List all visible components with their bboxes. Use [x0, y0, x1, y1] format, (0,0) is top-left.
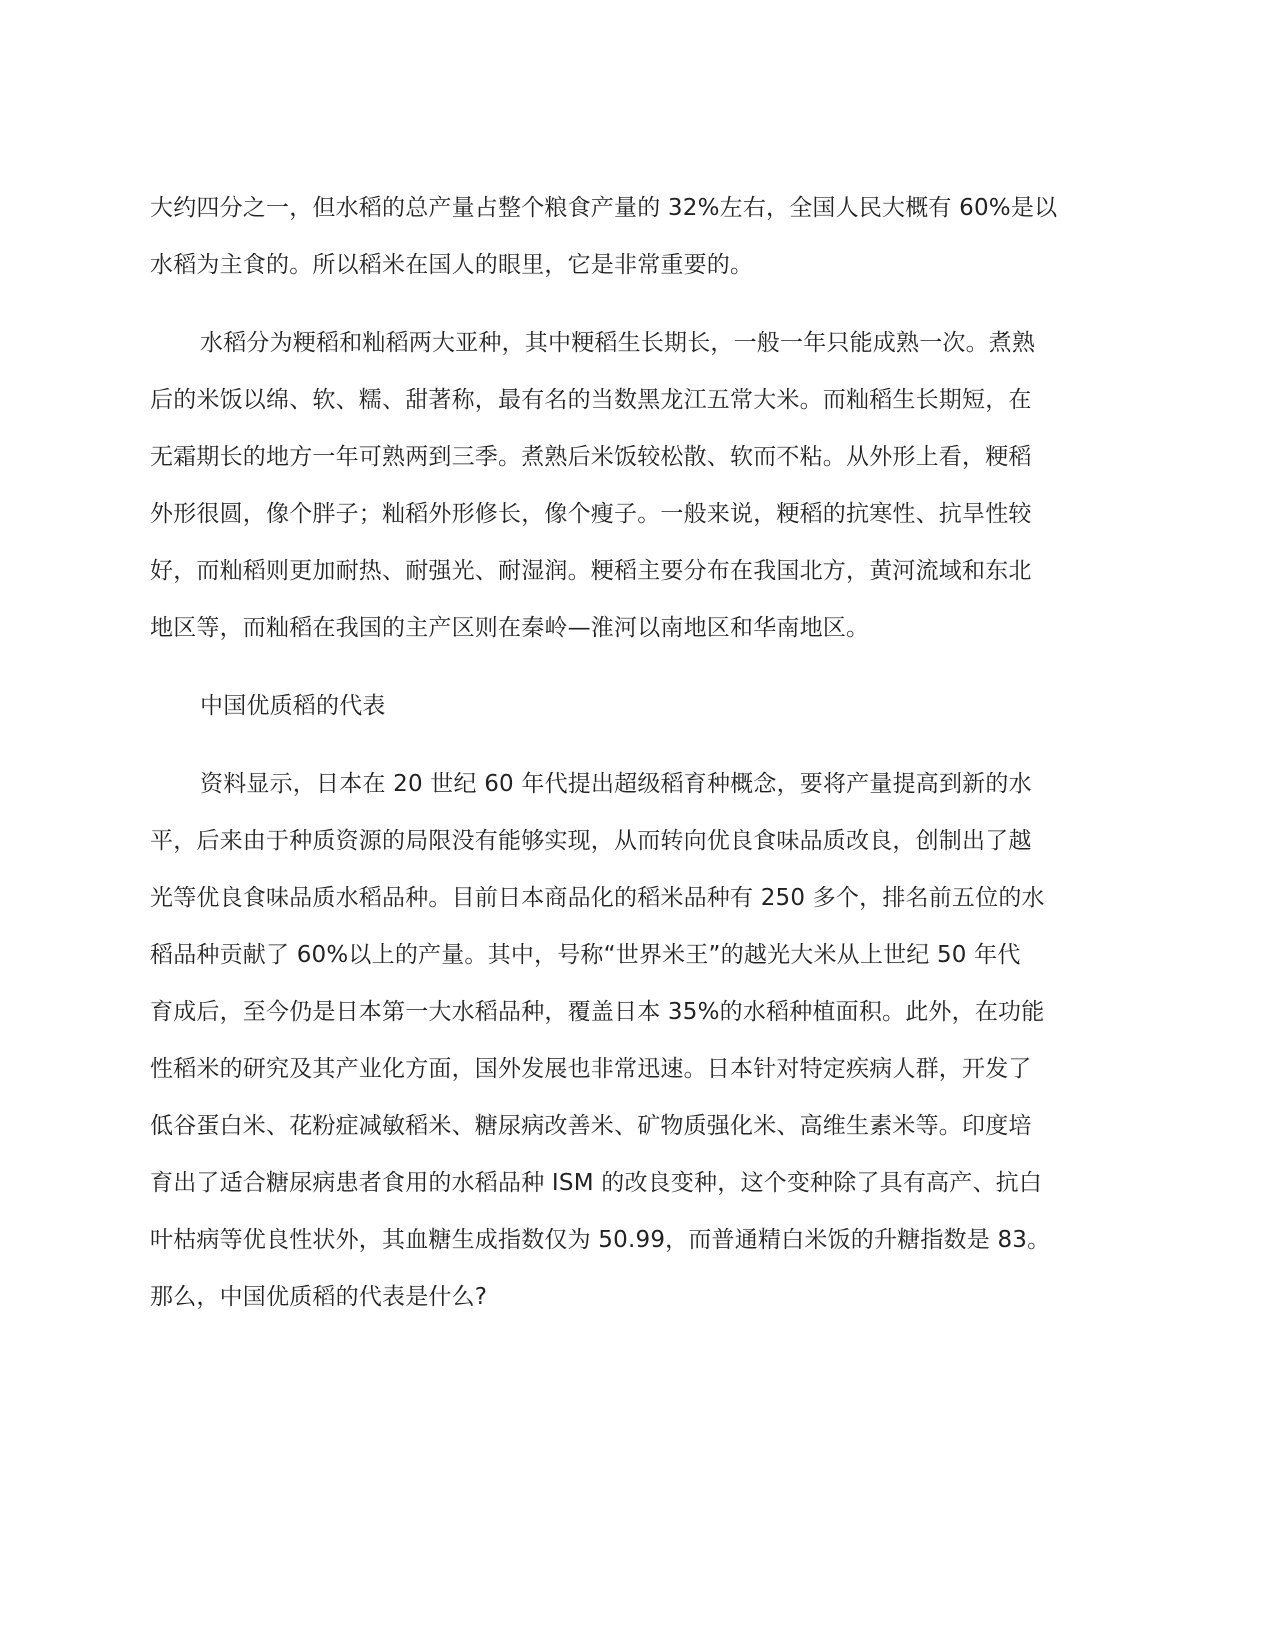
paragraph-2-line-2: 后的米饭以绵、软、糯、甜著称，最有名的当数黑龙江五常大米。而籼稻生长期短，在 — [150, 387, 1032, 413]
paragraph-2-line-3: 无霜期长的地方一年可熟两到三季。煮熟后米饭较松散、软而不粘。从外形上看，粳稻 — [150, 444, 1032, 470]
paragraph-3-line-8: 育出了适合糖尿病患者食用的水稻品种 ISM 的改良变种，这个变种除了具有高产、抗白 — [150, 1170, 1043, 1196]
paragraph-3-line-6: 性稻米的研究及其产业化方面，国外发展也非常迅速。日本针对特定疾病人群，开发了 — [150, 1056, 1032, 1082]
paragraph-1-line-2: 水稻为主食的。所以稻米在国人的眼里，它是非常重要的。 — [150, 252, 754, 278]
paragraph-1-line-1: 大约四分之一，但水稻的总产量占整个粮食产量的 32%左右，全国人民大概有 60%是以 — [150, 195, 1058, 221]
paragraph-3-line-7: 低谷蛋白米、花粉症减敏稻米、糖尿病改善米、矿物质强化米、高维生素米等。印度培 — [150, 1113, 1032, 1139]
paragraph-2-line-6: 地区等，而籼稻在我国的主产区则在秦岭—淮河以南地区和华南地区。 — [150, 615, 870, 641]
section-heading: 中国优质稻的代表 — [200, 693, 386, 719]
paragraph-3-line-5: 育成后，至今仍是日本第一大水稻品种，覆盖日本 35%的水稻种植面积。此外，在功能 — [150, 999, 1045, 1025]
paragraph-3-line-9: 叶枯病等优良性状外，其血糖生成指数仅为 50.99，而普通精白米饭的升糖指数是 83。 — [150, 1227, 1051, 1253]
paragraph-2-line-1: 水稻分为粳稻和籼稻两大亚种，其中粳稻生长期长，一般一年只能成熟一次。煮熟 — [200, 330, 1036, 356]
paragraph-3-line-2: 平，后来由于种质资源的局限没有能够实现，从而转向优良食味品质改良，创制出了越 — [150, 828, 1032, 854]
document-body — [150, 193, 1080, 1339]
paragraph-3-line-1: 资料显示，日本在 20 世纪 60 年代提出超级稻育种概念，要将产量提高到新的水 — [200, 771, 1032, 797]
paragraph-3-line-4: 稻品种贡献了 60%以上的产量。其中，号称“世界米王”的越光大米从上世纪 50 年代 — [150, 942, 1021, 968]
paragraph-2-line-4: 外形很圆，像个胖子；籼稻外形修长，像个瘦子。一般来说，粳稻的抗寒性、抗旱性较 — [150, 501, 1032, 527]
paragraph-3-line-3: 光等优良食味品质水稻品种。目前日本商品化的稻米品种有 250 多个，排名前五位的水 — [150, 885, 1045, 911]
paragraph-2-line-5: 好，而籼稻则更加耐热、耐强光、耐湿润。粳稻主要分布在我国北方，黄河流域和东北 — [150, 558, 1032, 584]
paragraph-3-line-10: 那么，中国优质稻的代表是什么? — [150, 1284, 488, 1310]
